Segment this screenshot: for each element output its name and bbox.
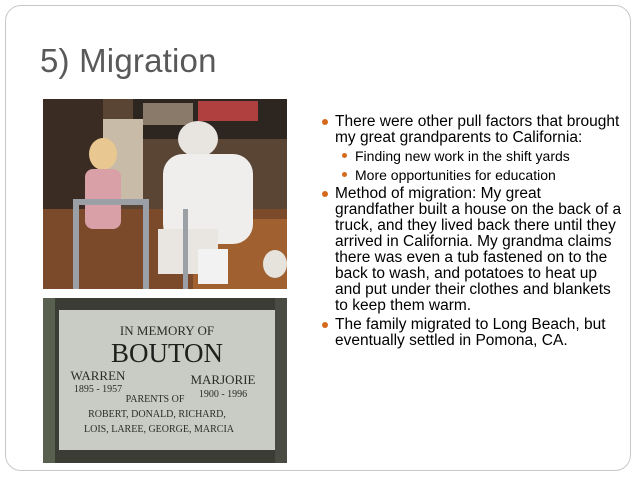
headstone-surname: BOUTON — [110, 338, 224, 368]
headstone-right-years: 1900 - 1996 — [198, 389, 248, 400]
bullet-settlement — [322, 317, 622, 349]
sub-bullet-work — [322, 148, 622, 164]
sub-bullet-text: Finding new work in the shift yards — [355, 148, 570, 164]
sub-bullet-text: More opportunities for education — [355, 167, 556, 183]
sub-bullet-list — [322, 148, 622, 183]
bullet-method — [322, 186, 622, 314]
headstone-children-line1: ROBERT, DONALD, RICHARD, — [88, 409, 226, 420]
slide-title: 5) Migration — [40, 42, 217, 79]
headstone-parents-of: PARENTS OF — [125, 394, 185, 405]
bullet-text: The family migrated to Long Beach, but eventually settled in Pomona, CA. — [335, 316, 606, 349]
bullet-pull-factors — [322, 114, 622, 146]
bullet-text: Method of migration: My great grandfather built a house on the back of a truck, and they lived back there until they arrived in California. My grandma claims there was even a tub fastened on to the back to wash, and potatoes to heat up and put under their clothes and blankets to keep them warm. — [335, 185, 622, 314]
sub-bullet-education — [322, 167, 622, 183]
headstone-right-name: MARJORIE — [190, 372, 256, 387]
slide-frame — [5, 5, 631, 471]
headstone-left-years: 1895 - 1957 — [73, 384, 123, 395]
headstone-children-line2: LOIS, LAREE, GEORGE, MARCIA — [84, 424, 234, 435]
headstone-memory: IN MEMORY OF — [119, 323, 215, 338]
headstone-left-name: WARREN — [70, 368, 126, 383]
family-photo — [43, 99, 287, 289]
headstone-photo — [43, 298, 287, 463]
bullet-text: There were other pull factors that brought my great grandparents to California: — [335, 113, 620, 146]
bullet-list — [322, 114, 622, 350]
